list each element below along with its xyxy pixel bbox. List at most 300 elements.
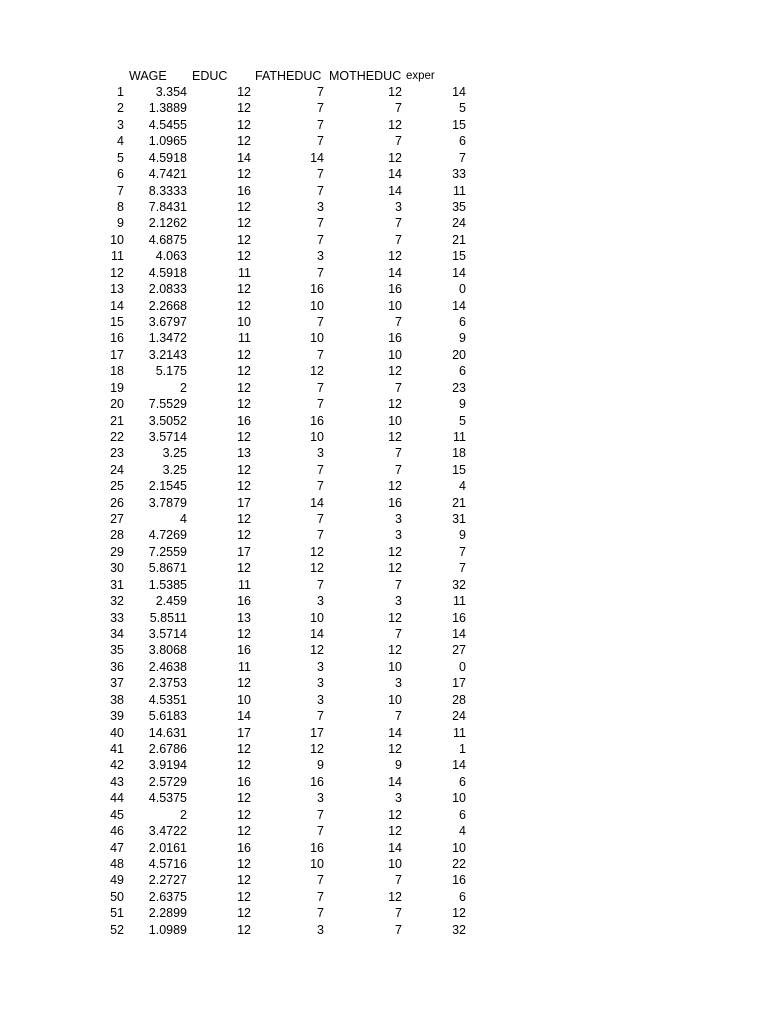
motheduc-cell: 12: [388, 807, 402, 822]
row-number: 13: [110, 282, 124, 297]
motheduc-cell: 10: [388, 856, 402, 871]
educ-cell: 13: [237, 610, 251, 625]
exper-cell: 6: [459, 774, 466, 789]
wage-cell: 5.6183: [148, 709, 187, 724]
motheduc-cell: 3: [395, 199, 402, 214]
exper-cell: 5: [459, 413, 466, 428]
motheduc-cell: 7: [395, 922, 402, 937]
row-number: 38: [110, 692, 124, 707]
educ-cell: 16: [237, 840, 251, 855]
educ-cell: 10: [237, 314, 251, 329]
row-number: 8: [117, 199, 124, 214]
wage-cell: 3.7879: [148, 495, 187, 510]
educ-cell: 16: [237, 183, 251, 198]
motheduc-cell: 7: [395, 216, 402, 231]
row-number: 35: [110, 643, 124, 658]
row-number: 26: [110, 495, 124, 510]
motheduc-cell: 3: [395, 594, 402, 609]
exper-cell: 24: [452, 709, 466, 724]
wage-cell: 2.459: [155, 594, 187, 609]
educ-cell: 12: [237, 758, 251, 773]
wage-cell: 2.0833: [148, 282, 187, 297]
motheduc-cell: 10: [388, 413, 402, 428]
educ-cell: 16: [237, 413, 251, 428]
fatheduc-cell: 7: [317, 873, 324, 888]
motheduc-cell: 10: [388, 298, 402, 313]
educ-cell: 12: [237, 249, 251, 264]
fatheduc-cell: 7: [317, 889, 324, 904]
educ-cell: 12: [237, 298, 251, 313]
wage-cell: 14.631: [148, 725, 187, 740]
row-number: 43: [110, 774, 124, 789]
row-number: 49: [110, 873, 124, 888]
header-motheduc: MOTHEDUC: [329, 69, 402, 83]
row-number: 25: [110, 479, 124, 494]
row-number: 11: [111, 249, 124, 264]
exper-cell: 15: [452, 249, 466, 264]
motheduc-cell: 14: [388, 265, 402, 280]
fatheduc-cell: 7: [317, 906, 324, 921]
row-number: 27: [110, 512, 124, 527]
fatheduc-cell: 3: [317, 594, 324, 609]
exper-cell: 28: [452, 692, 466, 707]
motheduc-cell: 12: [388, 824, 402, 839]
motheduc-cell: 7: [395, 232, 402, 247]
fatheduc-cell: 7: [317, 479, 324, 494]
row-number: 6: [117, 167, 124, 182]
exper-cell: 9: [459, 528, 466, 543]
motheduc-cell: 16: [388, 331, 402, 346]
exper-cell: 11: [453, 594, 466, 609]
educ-cell: 16: [237, 774, 251, 789]
wage-cell: 2.2899: [148, 906, 187, 921]
educ-cell: 12: [237, 528, 251, 543]
row-number: 40: [110, 725, 124, 740]
educ-cell: 12: [237, 199, 251, 214]
exper-cell: 12: [452, 906, 466, 921]
motheduc-cell: 12: [388, 544, 402, 559]
fatheduc-cell: 7: [317, 183, 324, 198]
fatheduc-cell: 3: [317, 922, 324, 937]
exper-cell: 16: [452, 610, 466, 625]
educ-cell: 11: [238, 577, 251, 592]
wage-cell: 3.8068: [148, 643, 187, 658]
exper-cell: 14: [452, 298, 466, 313]
exper-cell: 23: [452, 380, 466, 395]
fatheduc-cell: 7: [317, 397, 324, 412]
motheduc-cell: 7: [395, 627, 402, 642]
educ-cell: 12: [237, 824, 251, 839]
motheduc-cell: 10: [388, 659, 402, 674]
row-number: 41: [110, 742, 124, 756]
exper-cell: 18: [452, 446, 466, 461]
motheduc-cell: 12: [388, 889, 402, 904]
fatheduc-cell: 16: [310, 413, 324, 428]
exper-cell: 7: [459, 544, 466, 559]
wage-cell: 5.175: [155, 364, 187, 379]
fatheduc-cell: 7: [317, 709, 324, 724]
fatheduc-cell: 3: [317, 659, 324, 674]
wage-cell: 7.2559: [148, 544, 187, 559]
fatheduc-cell: 7: [317, 232, 324, 247]
educ-cell: 12: [237, 117, 251, 132]
educ-cell: 14: [237, 150, 251, 165]
header-fatheduc: FATHEDUC: [255, 69, 322, 83]
wage-cell: 3.5052: [148, 413, 187, 428]
educ-cell: 12: [237, 85, 251, 99]
exper-cell: 6: [459, 134, 466, 149]
wage-cell: 1.3889: [148, 101, 187, 116]
wage-cell: 4: [180, 512, 187, 527]
motheduc-cell: 7: [395, 577, 402, 592]
exper-cell: 4: [459, 479, 466, 494]
exper-cell: 6: [459, 807, 466, 822]
wage-cell: 3.2143: [148, 347, 187, 362]
fatheduc-cell: 3: [317, 199, 324, 214]
exper-cell: 14: [452, 265, 466, 280]
row-number: 34: [110, 627, 124, 642]
wage-cell: 2.0161: [148, 840, 187, 855]
motheduc-cell: 7: [395, 314, 402, 329]
row-number: 42: [110, 758, 124, 773]
exper-cell: 31: [452, 512, 466, 527]
row-number: 52: [110, 922, 124, 937]
fatheduc-cell: 12: [310, 643, 324, 658]
row-number: 24: [110, 462, 124, 477]
educ-cell: 12: [237, 347, 251, 362]
row-number: 50: [110, 889, 124, 904]
fatheduc-cell: 3: [317, 676, 324, 691]
exper-cell: 22: [452, 856, 466, 871]
row-number: 15: [110, 314, 124, 329]
fatheduc-cell: 7: [317, 101, 324, 116]
motheduc-cell: 7: [395, 709, 402, 724]
wage-cell: 3.6797: [148, 314, 187, 329]
exper-cell: 16: [452, 873, 466, 888]
motheduc-cell: 3: [395, 791, 402, 806]
educ-cell: 12: [237, 232, 251, 247]
header-exper: exper: [406, 70, 435, 82]
exper-cell: 0: [459, 282, 466, 297]
fatheduc-cell: 7: [317, 824, 324, 839]
exper-cell: 10: [452, 840, 466, 855]
educ-cell: 12: [237, 380, 251, 395]
row-number: 20: [110, 397, 124, 412]
educ-cell: 17: [237, 495, 251, 510]
wage-cell: 2.6375: [148, 889, 187, 904]
motheduc-cell: 7: [395, 906, 402, 921]
motheduc-cell: 12: [388, 643, 402, 658]
fatheduc-cell: 7: [317, 117, 324, 132]
educ-cell: 12: [237, 873, 251, 888]
educ-cell: 12: [237, 512, 251, 527]
exper-cell: 9: [459, 397, 466, 412]
fatheduc-cell: 7: [317, 380, 324, 395]
educ-cell: 12: [237, 462, 251, 477]
row-number: 45: [110, 807, 124, 822]
motheduc-cell: 12: [388, 397, 402, 412]
fatheduc-cell: 16: [310, 840, 324, 855]
educ-cell: 16: [237, 594, 251, 609]
fatheduc-cell: 14: [310, 495, 324, 510]
motheduc-cell: 16: [388, 495, 402, 510]
fatheduc-cell: 3: [317, 692, 324, 707]
wage-cell: 2: [180, 380, 187, 395]
wage-cell: 1.0965: [148, 134, 187, 149]
row-number: 10: [110, 232, 124, 247]
row-number: 19: [110, 380, 124, 395]
motheduc-cell: 7: [395, 446, 402, 461]
exper-cell: 11: [453, 725, 466, 740]
row-number: 28: [110, 528, 124, 543]
exper-cell: 17: [452, 676, 466, 691]
motheduc-cell: 14: [388, 183, 402, 198]
wage-cell: 5.8671: [148, 561, 187, 576]
motheduc-cell: 12: [388, 150, 402, 165]
educ-cell: 12: [237, 742, 251, 756]
row-number: 44: [110, 791, 124, 806]
exper-cell: 24: [452, 216, 466, 231]
fatheduc-cell: 12: [310, 561, 324, 576]
row-number: 14: [110, 298, 124, 313]
motheduc-cell: 7: [395, 380, 402, 395]
motheduc-cell: 12: [388, 85, 402, 99]
fatheduc-cell: 10: [310, 856, 324, 871]
educ-cell: 12: [237, 134, 251, 149]
fatheduc-cell: 7: [317, 807, 324, 822]
fatheduc-cell: 7: [317, 134, 324, 149]
exper-cell: 35: [452, 199, 466, 214]
motheduc-cell: 14: [388, 840, 402, 855]
fatheduc-cell: 7: [317, 462, 324, 477]
wage-cell: 3.5714: [148, 429, 187, 444]
wage-cell: 3.5714: [148, 627, 187, 642]
educ-cell: 12: [237, 282, 251, 297]
exper-cell: 21: [452, 495, 466, 510]
educ-cell: 11: [238, 331, 251, 346]
fatheduc-cell: 7: [317, 167, 324, 182]
row-number: 5: [117, 150, 124, 165]
fatheduc-cell: 7: [317, 577, 324, 592]
wage-cell: 1.3472: [148, 331, 187, 346]
fatheduc-cell: 12: [310, 742, 324, 756]
wage-cell: 2.2668: [148, 298, 187, 313]
wage-cell: 4.5918: [148, 265, 187, 280]
motheduc-cell: 3: [395, 676, 402, 691]
fatheduc-cell: 16: [310, 282, 324, 297]
educ-cell: 12: [237, 561, 251, 576]
row-number: 29: [110, 544, 124, 559]
header-educ: EDUC: [192, 69, 228, 83]
exper-cell: 7: [459, 150, 466, 165]
row-number: 32: [110, 594, 124, 609]
wage-cell: 7.8431: [148, 199, 187, 214]
wage-cell: 8.3333: [148, 183, 187, 198]
exper-cell: 32: [452, 577, 466, 592]
fatheduc-cell: 17: [310, 725, 324, 740]
educ-cell: 13: [237, 446, 251, 461]
educ-cell: 12: [237, 889, 251, 904]
exper-cell: 11: [453, 429, 466, 444]
motheduc-cell: 7: [395, 873, 402, 888]
wage-cell: 2.1545: [148, 479, 187, 494]
row-number: 9: [117, 216, 124, 231]
wage-cell: 2: [180, 807, 187, 822]
fatheduc-cell: 14: [310, 627, 324, 642]
row-number: 30: [110, 561, 124, 576]
wage-cell: 2.4638: [148, 659, 187, 674]
educ-cell: 12: [237, 627, 251, 642]
educ-cell: 12: [237, 906, 251, 921]
motheduc-cell: 12: [388, 561, 402, 576]
exper-cell: 9: [459, 331, 466, 346]
wage-cell: 4.5716: [148, 856, 187, 871]
educ-cell: 12: [237, 397, 251, 412]
exper-cell: 1: [459, 742, 466, 756]
row-number: 4: [117, 134, 124, 149]
educ-cell: 12: [237, 807, 251, 822]
wage-cell: 1.5385: [148, 577, 187, 592]
exper-cell: 5: [459, 101, 466, 116]
row-number: 23: [110, 446, 124, 461]
wage-cell: 3.354: [155, 85, 187, 99]
motheduc-cell: 3: [395, 528, 402, 543]
educ-cell: 12: [237, 922, 251, 937]
fatheduc-cell: 3: [317, 791, 324, 806]
motheduc-cell: 12: [388, 249, 402, 264]
wage-cell: 2.3753: [148, 676, 187, 691]
exper-cell: 27: [452, 643, 466, 658]
exper-cell: 14: [452, 758, 466, 773]
educ-cell: 12: [237, 856, 251, 871]
fatheduc-cell: 16: [310, 774, 324, 789]
fatheduc-cell: 7: [317, 85, 324, 99]
wage-cell: 4.7269: [148, 528, 187, 543]
exper-cell: 20: [452, 347, 466, 362]
wage-cell: 2.1262: [148, 216, 187, 231]
row-number: 12: [110, 265, 124, 280]
wage-cell: 4.7421: [148, 167, 187, 182]
motheduc-cell: 12: [388, 429, 402, 444]
motheduc-cell: 3: [395, 512, 402, 527]
header-wage: WAGE: [129, 69, 167, 83]
motheduc-cell: 12: [388, 117, 402, 132]
fatheduc-cell: 14: [310, 150, 324, 165]
fatheduc-cell: 7: [317, 347, 324, 362]
row-number: 47: [110, 840, 124, 855]
wage-cell: 4.5375: [148, 791, 187, 806]
motheduc-cell: 7: [395, 134, 402, 149]
fatheduc-cell: 10: [310, 429, 324, 444]
exper-cell: 15: [452, 117, 466, 132]
row-number: 36: [110, 659, 124, 674]
educ-cell: 17: [237, 725, 251, 740]
wage-cell: 3.9194: [148, 758, 187, 773]
wage-cell: 2.6786: [148, 742, 187, 756]
educ-cell: 12: [237, 167, 251, 182]
exper-cell: 14: [452, 85, 466, 99]
motheduc-cell: 10: [388, 692, 402, 707]
educ-cell: 12: [237, 101, 251, 116]
educ-cell: 12: [237, 429, 251, 444]
row-number: 46: [110, 824, 124, 839]
fatheduc-cell: 12: [310, 544, 324, 559]
row-number: 21: [110, 413, 124, 428]
motheduc-cell: 12: [388, 742, 402, 756]
row-number: 1: [117, 85, 124, 99]
fatheduc-cell: 12: [310, 364, 324, 379]
fatheduc-cell: 10: [310, 331, 324, 346]
exper-cell: 11: [453, 183, 466, 198]
educ-cell: 12: [237, 216, 251, 231]
wage-cell: 2.2727: [148, 873, 187, 888]
motheduc-cell: 12: [388, 479, 402, 494]
educ-cell: 11: [238, 659, 251, 674]
fatheduc-cell: 7: [317, 528, 324, 543]
educ-cell: 17: [237, 544, 251, 559]
row-number: 39: [110, 709, 124, 724]
fatheduc-cell: 3: [317, 249, 324, 264]
exper-cell: 7: [459, 561, 466, 576]
row-number: 7: [117, 183, 124, 198]
educ-cell: 12: [237, 791, 251, 806]
educ-cell: 14: [237, 709, 251, 724]
wage-cell: 2.5729: [148, 774, 187, 789]
row-number: 3: [117, 117, 124, 132]
exper-cell: 6: [459, 889, 466, 904]
wage-cell: 3.25: [162, 462, 187, 477]
wage-cell: 7.5529: [148, 397, 187, 412]
motheduc-cell: 7: [395, 101, 402, 116]
fatheduc-cell: 7: [317, 265, 324, 280]
educ-cell: 16: [237, 643, 251, 658]
wage-cell: 1.0989: [148, 922, 187, 937]
exper-cell: 21: [452, 232, 466, 247]
fatheduc-cell: 9: [317, 758, 324, 773]
motheduc-cell: 14: [388, 167, 402, 182]
row-number: 51: [110, 906, 124, 921]
fatheduc-cell: 7: [317, 314, 324, 329]
row-number: 31: [110, 577, 124, 592]
educ-cell: 10: [237, 692, 251, 707]
fatheduc-cell: 10: [310, 298, 324, 313]
exper-cell: 0: [459, 659, 466, 674]
educ-cell: 12: [237, 479, 251, 494]
exper-cell: 14: [452, 627, 466, 642]
wage-cell: 5.8511: [149, 610, 187, 625]
exper-cell: 33: [452, 167, 466, 182]
wage-cell: 4.5918: [148, 150, 187, 165]
motheduc-cell: 9: [395, 758, 402, 773]
motheduc-cell: 14: [388, 725, 402, 740]
motheduc-cell: 12: [388, 364, 402, 379]
fatheduc-cell: 3: [317, 446, 324, 461]
motheduc-cell: 7: [395, 462, 402, 477]
educ-cell: 12: [237, 364, 251, 379]
educ-cell: 12: [237, 676, 251, 691]
exper-cell: 15: [452, 462, 466, 477]
wage-cell: 4.5351: [148, 692, 187, 707]
wage-cell: 4.063: [155, 249, 187, 264]
wage-cell: 4.6875: [148, 232, 187, 247]
fatheduc-cell: 10: [310, 610, 324, 625]
wage-cell: 3.25: [162, 446, 187, 461]
motheduc-cell: 12: [388, 610, 402, 625]
exper-cell: 10: [452, 791, 466, 806]
row-number: 18: [110, 364, 124, 379]
motheduc-cell: 14: [388, 774, 402, 789]
row-number: 48: [110, 856, 124, 871]
